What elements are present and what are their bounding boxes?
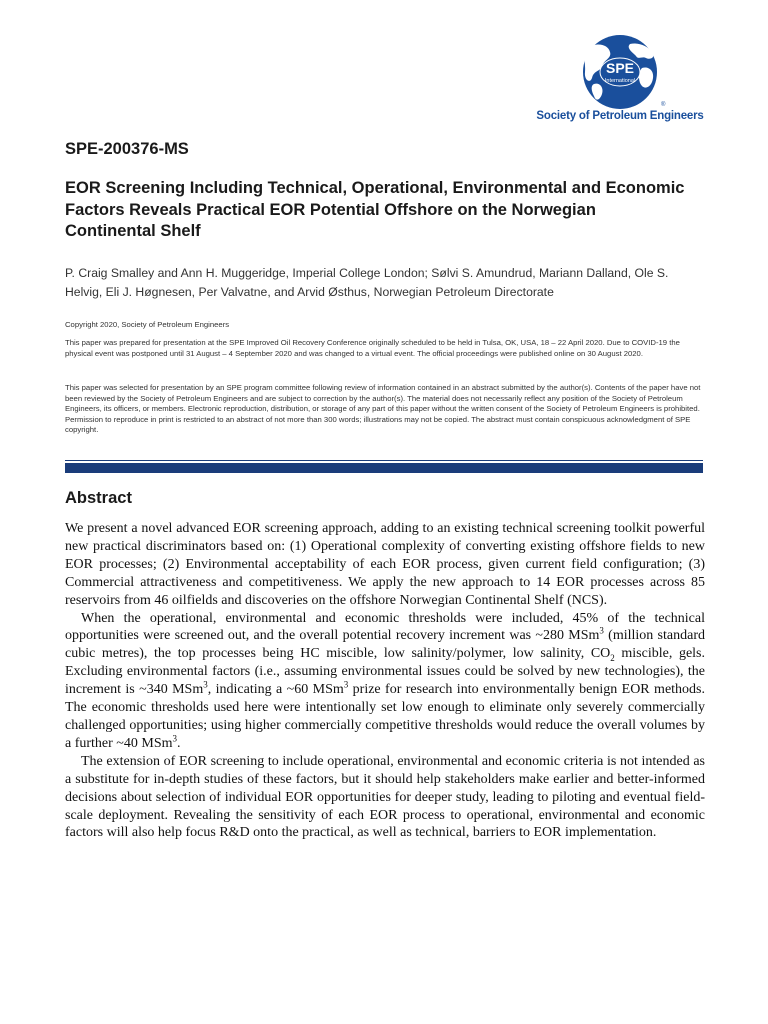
abstract-p2-sup-4: 3 bbox=[172, 733, 178, 744]
abstract-heading: Abstract bbox=[65, 489, 132, 507]
abstract-paragraph-3: The extension of EOR screening to include operational, environmental and economic criteria is not intended as a substitute for in-depth studies of these factors, but it should help stakeholders make earlier and better-informed decisions about selection of individual EOR opportunities for deeper study, leading to piloting and eventual field-scale deployment. Revealing the sensitivity of each EOR process to operational, environmental and economic factors will also help focus R&D onto the practical, as well as technical, barriers to EOR implementation. bbox=[65, 753, 705, 841]
abstract-p2-sub-1: 2 bbox=[610, 653, 615, 664]
abstract-p2-text-a: When the operational, environmental and economic thresholds were included, 45% of the technical opportunities were screened out, and the overall potential recovery increment was ~280 MSm bbox=[65, 610, 705, 644]
presentation-notice: This paper was prepared for presentation at the SPE Improved Oil Recovery Conference originally scheduled to be held in Tulsa, OK, USA, 18 – 22 April 2020. Due to COVID-19 the physical event was postponed until 31 August – 4 September 2020 and was changed to a virtual event. The official proceedings were published online on 30 August 2020. bbox=[65, 338, 680, 358]
logo-spe-text: SPE bbox=[605, 60, 635, 76]
copyright-notice: Copyright 2020, Society of Petroleum Engineers bbox=[65, 320, 230, 329]
abstract-body bbox=[65, 520, 705, 842]
abstract-paragraph-2 bbox=[65, 610, 705, 753]
paper-id: SPE-200376-MS bbox=[65, 140, 189, 158]
abstract-paragraph-1: We present a novel advanced EOR screening approach, adding to an existing technical screening toolkit powerful new practical discriminators based on: (1) Operational complexity of converting existing offshore fields to new EOR processes; (2) Environmental acceptability of each EOR process, given current field configuration; (3) Commercial attractiveness and competitiveness. We apply the new approach to 14 EOR processes across 85 reservoirs from 46 oilfields and discoveries on the offshore Norwegian Continental Shelf (NCS). bbox=[65, 521, 705, 608]
abstract-p2-text-b: (million standard cubic metres), the top processes being HC miscible, low salinity/polymer, low salinity, CO bbox=[65, 628, 705, 662]
author-list: P. Craig Smalley and Ann H. Muggeridge, Imperial College London; Sølvi S. Amundrud, Mariann Dalland, Ole S. Helvig, Eli J. Høgnesen, Per Valvatne, and Arvid Østhus, Norwegian Petroleum Directorate bbox=[65, 266, 669, 299]
selection-notice: This paper was selected for presentation by an SPE program committee following review of information contained in an abstract submitted by the author(s). Contents of the paper have not been reviewed by the Society of Petroleum Engineers and are subject to correction by the author(s). The material does not necessarily reflect any position of the Society of Petroleum Engineers, its officers, or members. Electronic reproduction, distribution, or storage of any part of this paper without the written consent of the Society of Petroleum Engineers is prohibited. Permission to reproduce in print is restricted to an abstract of not more than 300 words; illustrations may not be copied. The abstract must contain conspicuous acknowledgment of SPE copyright. bbox=[65, 383, 701, 435]
logo-caption: Society of Petroleum Engineers bbox=[536, 110, 704, 122]
registered-mark: ® bbox=[661, 102, 666, 108]
abstract-p2-text-d: , indicating a ~60 MSm bbox=[207, 682, 344, 698]
abstract-p2-text-f: . bbox=[177, 735, 181, 751]
abstract-p2-text-c: miscible, gels. Excluding environmental factors (i.e., assuming environmental issues could be solved by new technologies), the increment is ~340 MSm bbox=[65, 646, 705, 698]
abstract-p2-sup-2: 3 bbox=[203, 679, 208, 690]
logo-international-text: International bbox=[604, 78, 636, 84]
paper-title: EOR Screening Including Technical, Operational, Environmental and Economic Factors Reveals Practical EOR Potential Offshore on the Norwegian Continental Shelf bbox=[65, 179, 685, 240]
divider-thick bbox=[65, 463, 703, 473]
spe-logo bbox=[536, 34, 704, 126]
abstract-p2-text-e: prize for research into environmentally benign EOR methods. The economic thresholds used here were intentionally set low enough to eliminate only severely commercially challenged opportunities; using higher commercially competitive thresholds would reduce the overall volumes by a further ~40 MSm bbox=[65, 682, 705, 751]
divider-thin bbox=[65, 460, 703, 461]
abstract-p2-sup-1: 3 bbox=[599, 625, 604, 636]
globe-icon bbox=[558, 34, 682, 114]
abstract-p2-sup-3: 3 bbox=[343, 679, 349, 690]
